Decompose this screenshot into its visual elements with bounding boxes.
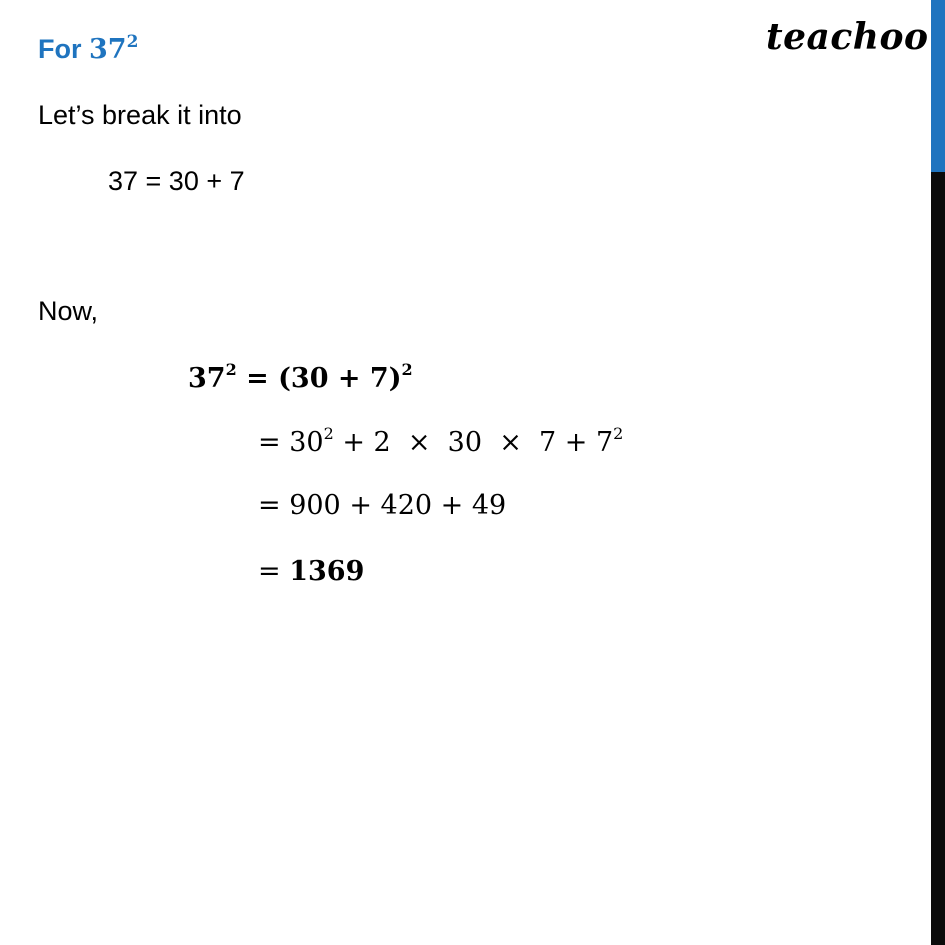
step-2-part-b-exp: 2 — [613, 424, 624, 443]
heading-math — [89, 34, 138, 65]
side-bar — [931, 0, 945, 945]
step-2-part-b: + 2 × 30 × 7 + 7 — [333, 427, 614, 458]
step-3: = 900 + 420 + 49 — [258, 490, 507, 521]
intro-text: Let’s break it into — [38, 100, 242, 130]
step-1-rhs-exp: 2 — [401, 360, 413, 379]
heading-prefix: For — [38, 34, 82, 64]
heading — [38, 32, 138, 65]
teachoo-logo: teachoo — [766, 16, 929, 58]
breakdown-equation: 37 = 30 + 7 — [108, 166, 245, 196]
step-1 — [188, 360, 413, 394]
heading-exponent: 2 — [126, 32, 139, 52]
step-4 — [258, 556, 364, 587]
step-2-part-a-exp: 2 — [323, 424, 334, 443]
step-2-part-a: = 30 — [258, 427, 324, 458]
step-2 — [258, 424, 623, 458]
step-1-lhs-exp: 2 — [225, 360, 237, 379]
step-1-rhs: = (30 + 7) — [246, 363, 402, 394]
side-bar-accent — [931, 0, 945, 172]
final-result: 1369 — [289, 556, 365, 587]
heading-base: 37 — [89, 34, 127, 65]
step-4-eq-sign: = — [258, 556, 290, 587]
now-label: Now, — [38, 296, 99, 326]
step-1-lhs-base: 37 — [188, 363, 226, 394]
